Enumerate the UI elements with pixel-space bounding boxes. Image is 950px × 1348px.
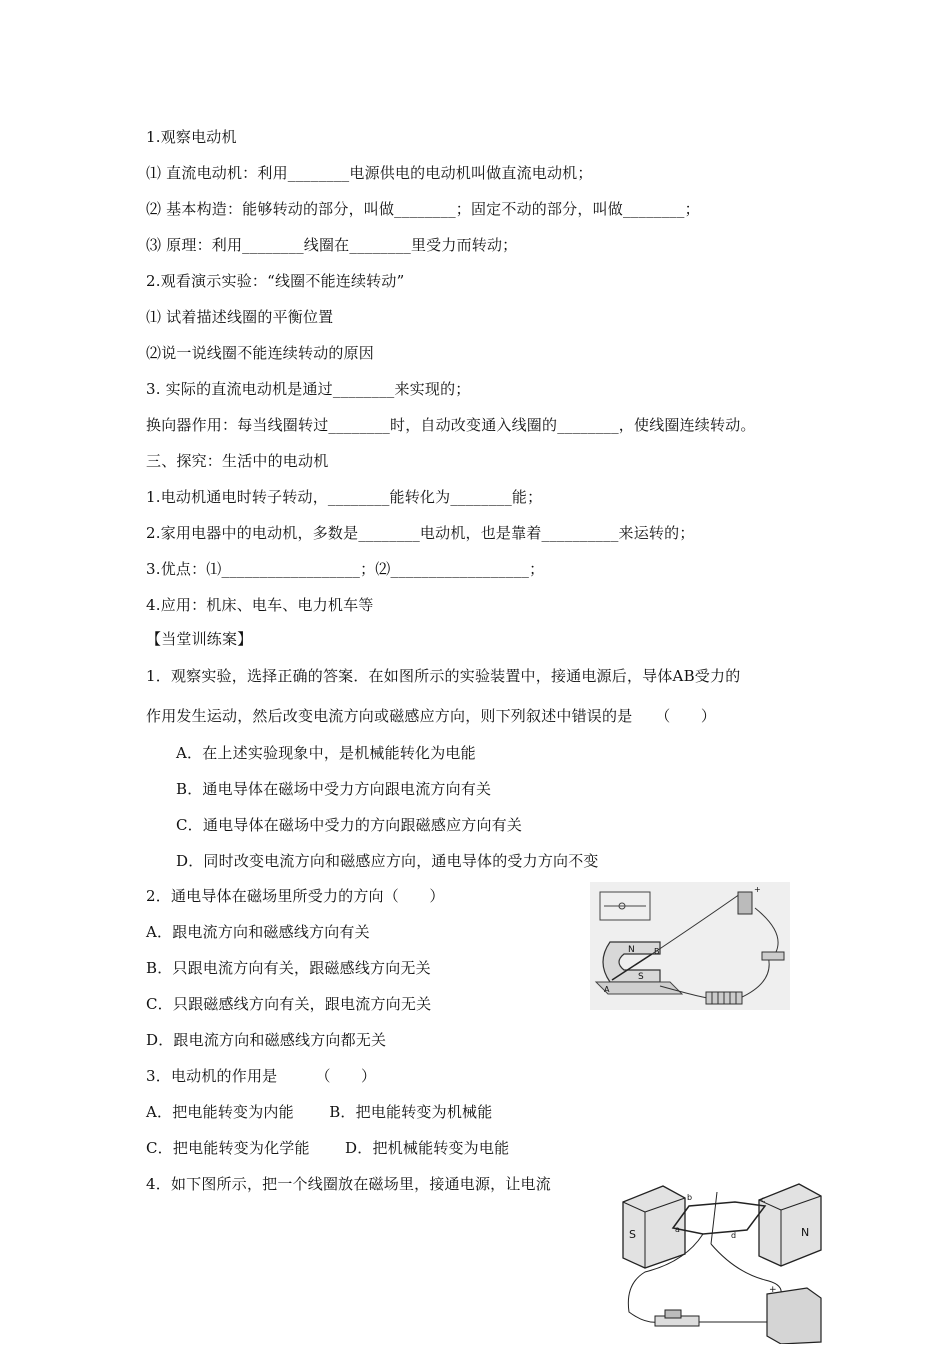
question-1-cont: 作用发生运动，然后改变电流方向或磁感应方向，则下列叙述中错误的是 （ ） [146, 707, 717, 725]
coil-magnet-illustration [615, 1172, 827, 1344]
north-pole-label: N [801, 1226, 810, 1239]
option-c: C．通电导体在磁场中受力的方向跟磁感应方向有关 [176, 816, 523, 834]
option-a: A．跟电流方向和磁感线方向有关 [146, 923, 370, 941]
experiment-figure-1 [590, 882, 790, 1010]
question-2: 2．通电导体在磁场里所受力的方向（ ） [146, 887, 445, 905]
coil-a-label: a [675, 1225, 680, 1234]
options-ab: A．把电能转变为内能 B．把电能转变为机械能 [146, 1103, 493, 1121]
text-line: 换向器作用：每当线圈转过________时，自动改变通入线圈的________，使线圈连续转动。 [146, 416, 756, 434]
question-4: 4．如下图所示，把一个线圈放在磁场里，接通电源，让电流 [146, 1175, 551, 1193]
point-a-label: A [604, 985, 610, 994]
text-line: 3.优点：⑴__________________；⑵__________________； [146, 560, 545, 578]
coil-c-label: c [761, 1195, 766, 1204]
positive-label: + [754, 885, 761, 894]
option-d: D．跟电流方向和磁感线方向都无关 [146, 1031, 387, 1049]
text-line: ⑴ 试着描述线圈的平衡位置 [146, 308, 334, 326]
option-d: D．同时改变电流方向和磁感应方向，通电导体的受力方向不变 [176, 852, 599, 870]
text-line: ⑶ 原理：利用________线圈在________里受力而转动； [146, 236, 518, 254]
question-3: 3．电动机的作用是 （ ） [146, 1067, 377, 1085]
text-line: ⑵说一说线圈不能连续转动的原因 [146, 344, 375, 362]
section-heading: 1.观察电动机 [146, 128, 237, 146]
text-line: 4.应用：机床、电车、电力机车等 [146, 596, 374, 614]
text-line: 3. 实际的直流电动机是通过________来实现的； [146, 380, 471, 398]
options-cd: C．把电能转变为化学能 D．把机械能转变为电能 [146, 1139, 510, 1157]
experiment-figure-2 [615, 1172, 827, 1344]
battery-positive-label: + [769, 1285, 777, 1295]
north-label: N [628, 945, 635, 955]
section-heading: 三、探究：生活中的电动机 [146, 452, 329, 470]
option-a: A．在上述实验现象中，是机械能转化为电能 [176, 744, 476, 762]
coil-b-label: b [687, 1193, 693, 1202]
option-b: B．通电导体在磁场中受力方向跟电流方向有关 [176, 780, 492, 798]
option-c: C．只跟磁感线方向有关，跟电流方向无关 [146, 995, 432, 1013]
question-1: 1．观察实验，选择正确的答案．在如图所示的实验装置中，接通电源后，导体AB受力的 [146, 667, 741, 685]
text-line: ⑴ 直流电动机：利用________电源供电的电动机叫做直流电动机； [146, 164, 593, 182]
south-pole-label: S [629, 1228, 636, 1241]
magnet-apparatus-illustration [590, 882, 790, 1010]
point-b-label: B [654, 947, 660, 956]
text-line: 1.电动机通电时转子转动，________能转化为________能； [146, 488, 543, 506]
south-label: S [638, 972, 644, 982]
text-line: ⑵ 基本构造：能够转动的部分，叫做________；固定不动的部分，叫做________； [146, 200, 700, 218]
option-b: B．只跟电流方向有关，跟磁感线方向无关 [146, 959, 431, 977]
text-line: 2.家用电器中的电动机，多数是________电动机，也是靠着__________来运转的； [146, 524, 695, 542]
section-heading: 【当堂训练案】 [146, 630, 253, 648]
coil-d-label: d [731, 1231, 737, 1240]
section-heading: 2.观看演示实验：“线圈不能连续转动” [146, 272, 405, 290]
